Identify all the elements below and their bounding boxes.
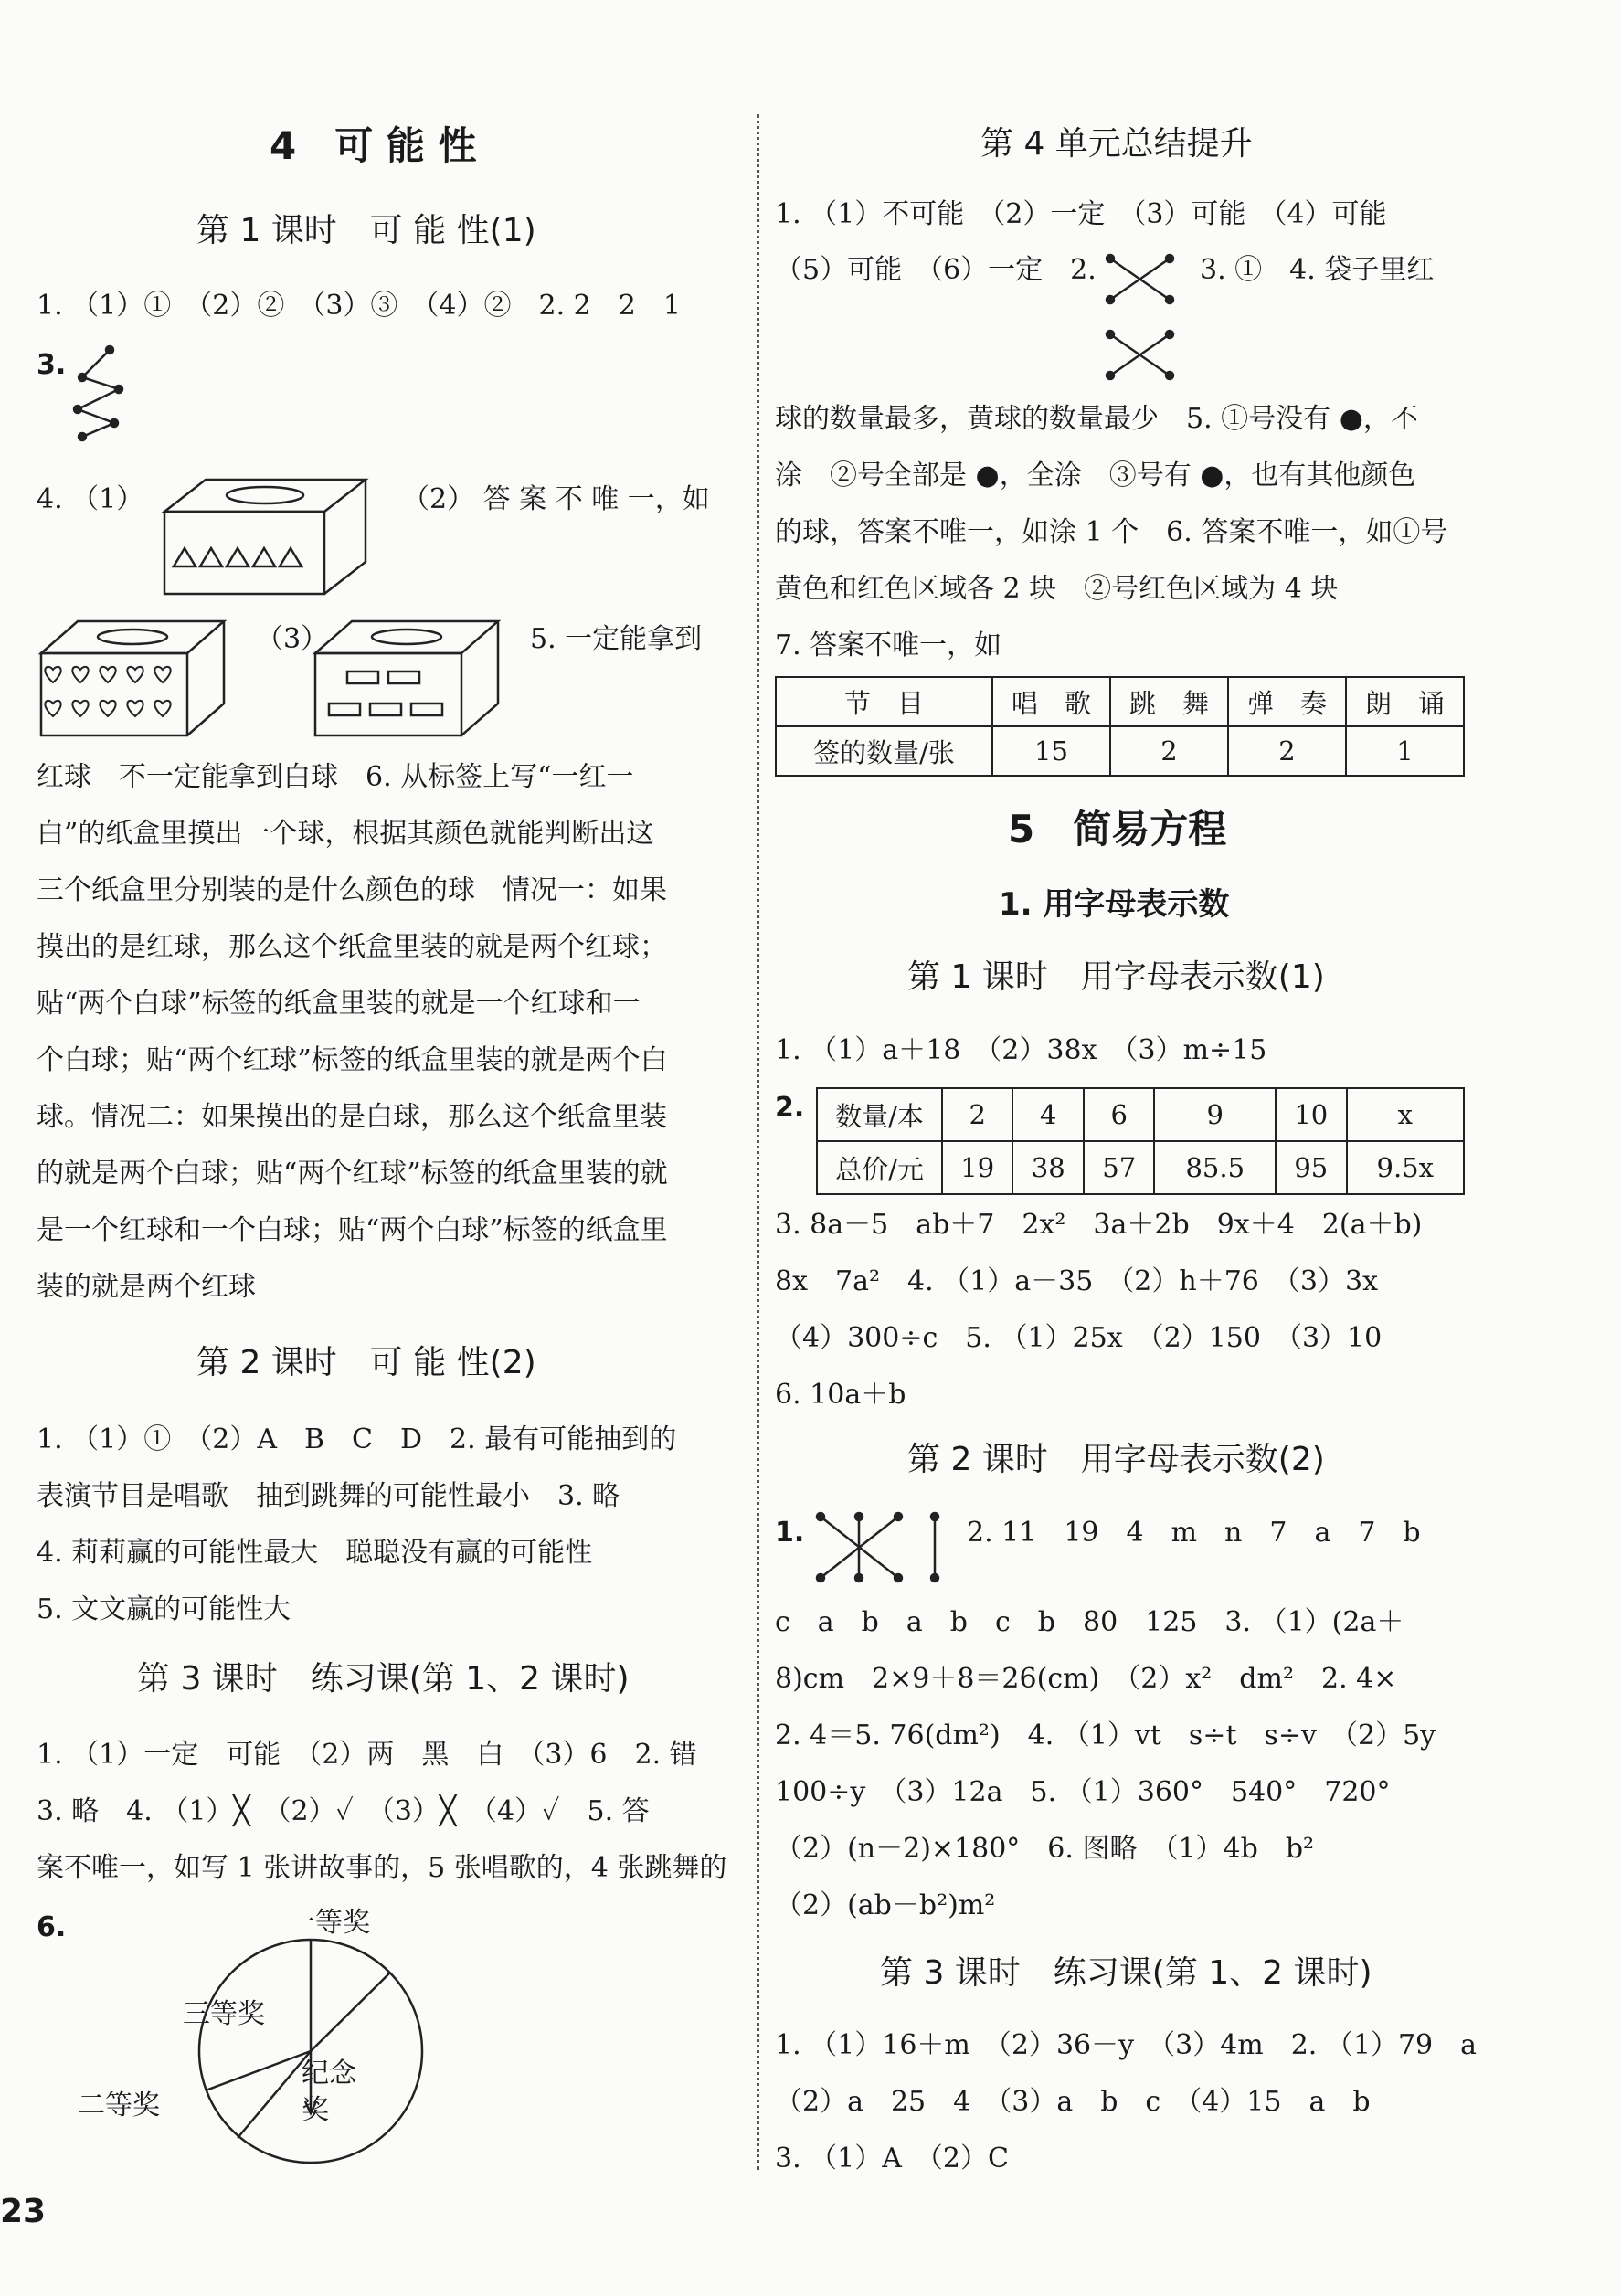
table-cell: 1 bbox=[1346, 726, 1464, 776]
text-line: （2）a 25 4 （3）a b c （4）15 a b bbox=[775, 2086, 1371, 2118]
unit5-lesson3-text-block bbox=[775, 2017, 1478, 2187]
text-line: c a b a b c b 80 125 3. （1）(2a＋ bbox=[775, 1606, 1404, 1638]
unit5-lesson2-q2: 2. 11 19 4 m n 7 a 7 b bbox=[967, 1517, 1421, 1549]
pie-label-second-prize: 二等奖 bbox=[78, 2090, 160, 2121]
unit5-title: 5 简易方程 bbox=[1008, 807, 1227, 852]
lesson2-text-block bbox=[37, 1412, 740, 1638]
cross-lines-diagram bbox=[1106, 254, 1179, 382]
text-line: 是一个红球和一个白球；贴“两个白球”标签的纸盒里 bbox=[37, 1214, 668, 1246]
table-cell: 2 bbox=[942, 1088, 1012, 1141]
text-line: （2）(n－2)×180° 6. 图略 （1）4b b² bbox=[775, 1833, 1315, 1865]
table-cell: 节 目 bbox=[776, 677, 992, 726]
unit5-lesson2-q1-label: 1. bbox=[775, 1517, 805, 1549]
table-cell: 2 bbox=[1110, 726, 1228, 776]
lesson2-title: 第 2 课时 可 能 性(2) bbox=[196, 1344, 536, 1381]
table-cell: 弹 奏 bbox=[1228, 677, 1346, 726]
text-line: 白”的纸盒里摸出一个球，根据其颜色就能判断出这 bbox=[37, 818, 654, 850]
table-cell: 6 bbox=[1084, 1088, 1154, 1141]
text-line: 装的就是两个红球 bbox=[37, 1271, 256, 1303]
text-line: 3. （1）A （2）C bbox=[775, 2143, 1009, 2174]
table-cell: 朗 诵 bbox=[1346, 677, 1464, 726]
text-line: 4. 莉莉赢的可能性最大 聪聪没有赢的可能性 bbox=[37, 1537, 593, 1569]
summary-table bbox=[775, 676, 1465, 777]
unit5-lesson2-title: 第 2 课时 用字母表示数(2) bbox=[907, 1441, 1325, 1478]
pie-label-souvenir-1: 纪念 bbox=[302, 2058, 356, 2090]
text-line: 7. 答案不唯一，如 bbox=[775, 630, 1002, 661]
pie-label-third-prize: 三等奖 bbox=[183, 1998, 265, 2030]
text-line: 案不唯一，如写 1 张讲故事的，5 张唱歌的，4 张跳舞的 bbox=[37, 1852, 727, 1884]
text-line: 8)cm 2×9＋8＝26(cm) （2）x² dm² 2. 4× bbox=[775, 1663, 1397, 1695]
unit5-lesson1-title: 第 1 课时 用字母表示数(1) bbox=[907, 958, 1325, 996]
table-cell: 95 bbox=[1276, 1141, 1346, 1194]
unit5-lesson1-q1: 1. （1）a＋18 （2）38x （3）m÷15 bbox=[775, 1034, 1267, 1066]
text-line: 表演节目是唱歌 抽到跳舞的可能性最小 3. 略 bbox=[37, 1480, 620, 1512]
lesson1-q5: 5. 一定能拿到 bbox=[530, 623, 703, 655]
table-cell: 4 bbox=[1012, 1088, 1083, 1141]
table-cell: 38 bbox=[1012, 1141, 1083, 1194]
lesson3-text-block bbox=[37, 1727, 740, 1897]
summary-title: 第 4 单元总结提升 bbox=[980, 125, 1253, 163]
text-line: 3. 略 4. （1）╳ （2）✓ （3）╳ （4）✓ 5. 答 bbox=[37, 1795, 650, 1827]
pie-label-souvenir-2: 奖 bbox=[302, 2094, 329, 2126]
text-line: 球。情况二：如果摸出的是白球，那么这个纸盒里装 bbox=[37, 1101, 667, 1133]
column-divider bbox=[757, 114, 759, 2170]
text-line: 5. 文文赢的可能性大 bbox=[37, 1593, 291, 1625]
box-triangles-diagram bbox=[160, 475, 370, 598]
table-cell: 签的数量/张 bbox=[776, 726, 992, 776]
text-line: 100÷y （3）12a 5. （1）360° 540° 720° bbox=[775, 1776, 1391, 1808]
price-table bbox=[816, 1087, 1465, 1195]
table-cell: 跳 舞 bbox=[1110, 677, 1228, 726]
table-cell: 19 bbox=[942, 1141, 1012, 1194]
table-cell: 2 bbox=[1228, 726, 1346, 776]
summary-text-block bbox=[775, 391, 1469, 674]
unit4-title: 4 可 能 性 bbox=[270, 123, 477, 168]
summary-line1: 1. （1）不可能 （2）一定 （3）可能 （4）可能 bbox=[775, 198, 1387, 230]
text-line: 贴“两个白球”标签的纸盒里装的就是一个红球和一 bbox=[37, 988, 641, 1020]
lesson3-title: 第 3 课时 练习课(第 1、2 课时) bbox=[137, 1660, 630, 1698]
table-cell: 总价/元 bbox=[817, 1141, 942, 1194]
table-cell: 15 bbox=[992, 726, 1110, 776]
text-line: 3. 8a－5 ab＋7 2x² 3a＋2b 9x＋4 2(a＋b) bbox=[775, 1209, 1423, 1241]
lesson1-q1: 1. （1）① （2）② （3）③ （4）② 2. 2 2 1 bbox=[37, 290, 681, 322]
table-cell: 85.5 bbox=[1154, 1141, 1276, 1194]
lesson1-q4-3: （3） bbox=[256, 623, 329, 655]
table-cell: 57 bbox=[1084, 1141, 1154, 1194]
text-line: （2）(ab－b²)m² bbox=[775, 1889, 996, 1921]
left-column bbox=[0, 0, 740, 2296]
summary-line2b: 3. ① 4. 袋子里红 bbox=[1200, 254, 1435, 286]
unit5-lesson3-title: 第 3 课时 练习课(第 1、2 课时) bbox=[880, 1954, 1372, 1992]
unit5-section: 1. 用字母表示数 bbox=[999, 886, 1230, 923]
prize-pie-chart bbox=[164, 1928, 457, 2174]
text-line: 2. 4＝5. 76(dm²) 4. （1）vt s÷t s÷v （2）5y bbox=[775, 1719, 1436, 1751]
text-line: 的就是两个白球；贴“两个红球”标签的纸盒里装的就 bbox=[37, 1158, 668, 1190]
table-cell: 唱 歌 bbox=[992, 677, 1110, 726]
lesson1-q4-2: （2） 答 案 不 唯 一，如 bbox=[402, 483, 710, 515]
text-line: 三个纸盒里分别装的是什么颜色的球 情况一：如果 bbox=[37, 874, 667, 906]
text-line: 黄色和红色区域各 2 块 ②号红色区域为 4 块 bbox=[775, 573, 1339, 605]
table-cell: 9 bbox=[1154, 1088, 1276, 1141]
text-line: 红球 不一定能拿到白球 6. 从标签上写“一红一 bbox=[37, 761, 634, 793]
unit5-lesson1-q2-label: 2. bbox=[775, 1092, 805, 1124]
matching-lines-diagram bbox=[816, 1512, 953, 1585]
table-cell: 9.5x bbox=[1347, 1141, 1464, 1194]
pie-label-first-prize: 一等奖 bbox=[288, 1907, 370, 1939]
text-line: 球的数量最多，黄球的数量最少 5. ①号没有 ●，不 bbox=[775, 403, 1418, 435]
text-line: 1. （1）16＋m （2）36－y （3）4m 2. （1）79 a bbox=[775, 2029, 1478, 2061]
lesson1-q4-label: 4. （1） bbox=[37, 483, 144, 515]
right-column bbox=[775, 0, 1478, 2296]
lesson3-q6-label: 6. bbox=[37, 1911, 67, 1943]
text-line: （4）300÷c 5. （1）25x （2）150 （3）10 bbox=[775, 1322, 1383, 1354]
box-hearts-diagram bbox=[37, 617, 233, 740]
summary-line2a: （5）可能 （6）一定 2. bbox=[775, 254, 1097, 286]
zigzag-diagram bbox=[73, 345, 128, 446]
text-line: 1. （1）一定 可能 （2）两 黑 白 （3）6 2. 错 bbox=[37, 1739, 697, 1771]
text-line: 个白球；贴“两个红球”标签的纸盒里装的就是两个白 bbox=[37, 1044, 668, 1076]
lesson1-text-block bbox=[37, 749, 740, 1316]
table-cell: 10 bbox=[1276, 1088, 1346, 1141]
lesson1-title: 第 1 课时 可 能 性(1) bbox=[196, 212, 536, 249]
lesson1-q3-label: 3. bbox=[37, 349, 67, 381]
box-bars-diagram bbox=[311, 617, 507, 740]
table-cell: x bbox=[1347, 1088, 1464, 1141]
page-number: 23 bbox=[0, 2193, 47, 2230]
text-line: 摸出的是红球，那么这个纸盒里装的就是两个红球； bbox=[37, 931, 667, 963]
text-line: 1. （1）① （2）A B C D 2. 最有可能抽到的 bbox=[37, 1423, 677, 1455]
unit5-lesson2-text-block bbox=[775, 1594, 1469, 1934]
text-line: 8x 7a² 4. （1）a－35 （2）h＋76 （3）3x bbox=[775, 1265, 1378, 1297]
table-cell: 数量/本 bbox=[817, 1088, 942, 1141]
unit5-lesson1-text-block bbox=[775, 1197, 1469, 1423]
text-line: 的球，答案不唯一，如涂 1 个 6. 答案不唯一，如①号 bbox=[775, 516, 1448, 548]
text-line: 6. 10a＋b bbox=[775, 1379, 906, 1411]
text-line: 涂 ②号全部是 ●，全涂 ③号有 ●，也有其他颜色 bbox=[775, 460, 1416, 492]
